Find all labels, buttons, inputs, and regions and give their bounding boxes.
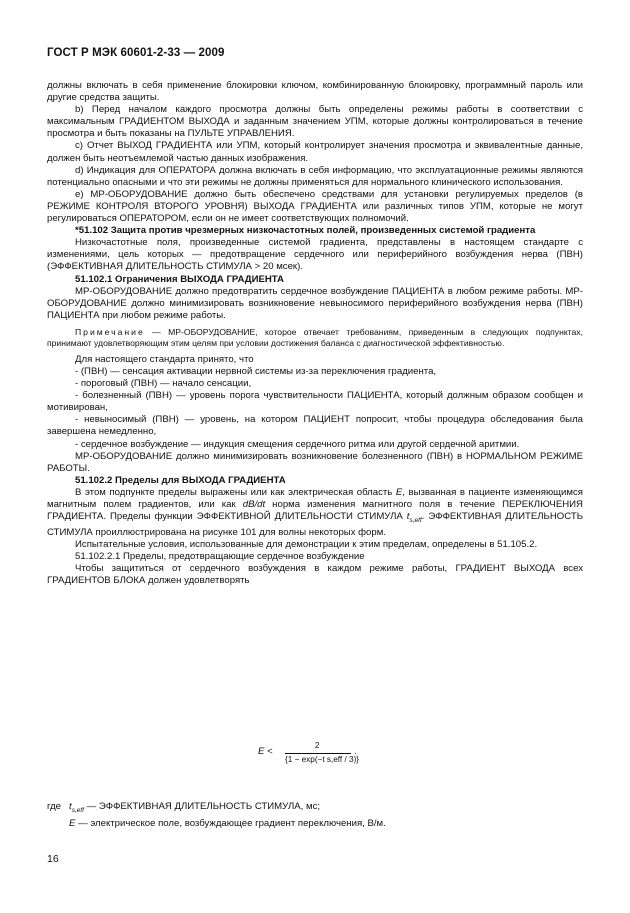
note bbox=[47, 327, 583, 349]
section-heading-51-102: *51.102 Защита против чрезмерных низкочастотных полей, произведенных системой градиента bbox=[75, 225, 536, 237]
formula-lhs: E < bbox=[258, 746, 273, 757]
cardiac-limit-formula bbox=[258, 741, 378, 784]
paragraph: e) МР-ОБОРУДОВАНИЕ должно быть обеспечено средствами для установки регулируемых пределов (в РЕЖИМЕ КОНТРОЛЯ ВТОРОГО УРОВНЯ) ВЫХОДА ГРАДИЕНТА или различных типов УПМ, которые не могут регулироваться ОПЕРАТОРОМ, если он не имеет соответствующих полномочий. bbox=[47, 188, 583, 225]
definitions bbox=[47, 800, 583, 830]
formula-numerator: 2 bbox=[315, 741, 320, 750]
paragraph: d) Индикация для ОПЕРАТОРА должна включать в себя информацию, что эксплуатационные режимы являются потенциально опасными и что эти режимы не должны применяться для нормального клинического использования. bbox=[47, 164, 583, 188]
paragraph: b) Перед началом каждого просмотра должны быть определены режимы работы в соответствии с максимальным ГРАДИЕНТОМ ВЫХОДА и заданным значением УПМ, которые должны контролироваться в течение просмотра и быть показаны на ПУЛЬТЕ УПРАВЛЕНИЯ. bbox=[47, 104, 583, 140]
definition-t: где $t_{s,eff}$ — ЭФФЕКТИВНАЯ ДЛИТЕЛЬНОСТЬ СТИМУЛА, мс; bbox=[47, 801, 321, 814]
paragraph: Чтобы защититься от сердечного возбуждения в каждом режиме работы, ГРАДИЕНТ ВЫХОДА всех ГРАДИЕНТОВ БЛОКА должен удовлетворять bbox=[47, 563, 583, 587]
body-text bbox=[47, 80, 583, 588]
list-item: - пороговый (ПВН) — начало сенсации, bbox=[75, 378, 252, 390]
section-heading-51-102-2: 51.102.2 Пределы для ВЫХОДА ГРАДИЕНТА bbox=[75, 474, 286, 486]
definition-e: E — электрическое поле, возбуждающее градиент переключения, В/м. bbox=[69, 817, 386, 829]
note-label: Примечание bbox=[75, 326, 145, 337]
list-item: - болезненный (ПВН) — уровень порога чувствительности ПАЦИЕНТА, который должным образом сообщен и мотивирован, bbox=[47, 390, 583, 414]
paragraph: В этом подпункте пределы выражены или как электрическая область E, вызванная в пациенте изменяющимся магнитным полем градиентов, или как dB/dt норма изменения магнитного поля в течение ПЕРЕКЛЮЧЕНИЯ ГРАДИЕНТА. Пределы функции ЭФФЕКТИВНОЙ ДЛИТЕЛЬНОСТИ СТИМУЛА $t_{s,eff}$. ЭФФЕКТИВНАЯ ДЛИТЕЛЬНОСТЬ СТИМУЛА проиллюстрирована на рисунке 101 для волны некоторых форм. bbox=[47, 486, 583, 539]
paragraph: должны включать в себя применение блокировки ключом, комбинированную блокировку, программный пароль или другие средства защиты. bbox=[47, 80, 583, 104]
list-item: - невыносимый (ПВН) — уровень, на котором ПАЦИЕНТ попросит, чтобы процедура обследования была завершена немедленно, bbox=[47, 414, 583, 438]
paragraph: c) Отчет ВЫХОД ГРАДИЕНТА или УПМ, который контролирует значения просмотра и эквивалентные данные, должен быть неотъемлемой частью данных изображения. bbox=[47, 140, 583, 164]
page-header: ГОСТ Р МЭК 60601-2-33 — 2009 bbox=[47, 47, 225, 59]
fraction-bar bbox=[285, 753, 351, 754]
formula-end: . bbox=[354, 746, 357, 757]
paragraph: МР-ОБОРУДОВАНИЕ должно предотвратить сердечное возбуждение ПАЦИЕНТА в любом режиме работы. МР-ОБОРУДОВАНИЕ должно минимизировать возникновение невыносимого периферийного возбуждения нерва (ПВН) ПАЦИЕНТА при любом режиме работы. bbox=[47, 285, 583, 321]
formula-denominator: {1 − exp(−t s,eff / 3)} bbox=[285, 755, 360, 764]
paragraph: Для настоящего стандарта принято, что bbox=[75, 353, 254, 365]
subsection-heading: 51.102.2.1 Пределы, предотвращающие сердечное возбуждение bbox=[75, 551, 365, 563]
section-heading-51-102-1: 51.102.1 Ограничения ВЫХОДА ГРАДИЕНТА bbox=[75, 273, 284, 285]
note-text: — МР-ОБОРУДОВАНИЕ, которое отвечает требованиям, приведенным в следующих подпунктах, принимают удовлетворяющим этим целям при условии достижения баланса с диагностической эффективностью. bbox=[47, 326, 583, 348]
list-item: - сердечное возбуждение — индукция смещения сердечного ритма или другой сердечной аритмии. bbox=[75, 438, 520, 450]
paragraph: МР-ОБОРУДОВАНИЕ должно минимизировать возникновение болезненного (ПВН) в НОРМАЛЬНОМ РЕЖИМЕ РАБОТЫ. bbox=[47, 450, 583, 474]
paragraph: Испытательные условия, использованные для демонстрации к этим пределам, определены в 51.105.2. bbox=[75, 539, 538, 551]
list-item: - (ПВН) — сенсация активации нервной системы из-за переключения градиента, bbox=[75, 365, 437, 377]
paragraph: Низкочастотные поля, произведенные системой градиента, представлены в настоящем стандарте с изменениями, цель которых — предотвращение сердечного или периферийного возбуждения нерва (ПВН) (ЭФФЕКТИВНАЯ ДЛИТЕЛЬНОСТЬ СТИМУЛА > 20 мсек). bbox=[47, 237, 583, 273]
page-number: 16 bbox=[47, 853, 59, 865]
